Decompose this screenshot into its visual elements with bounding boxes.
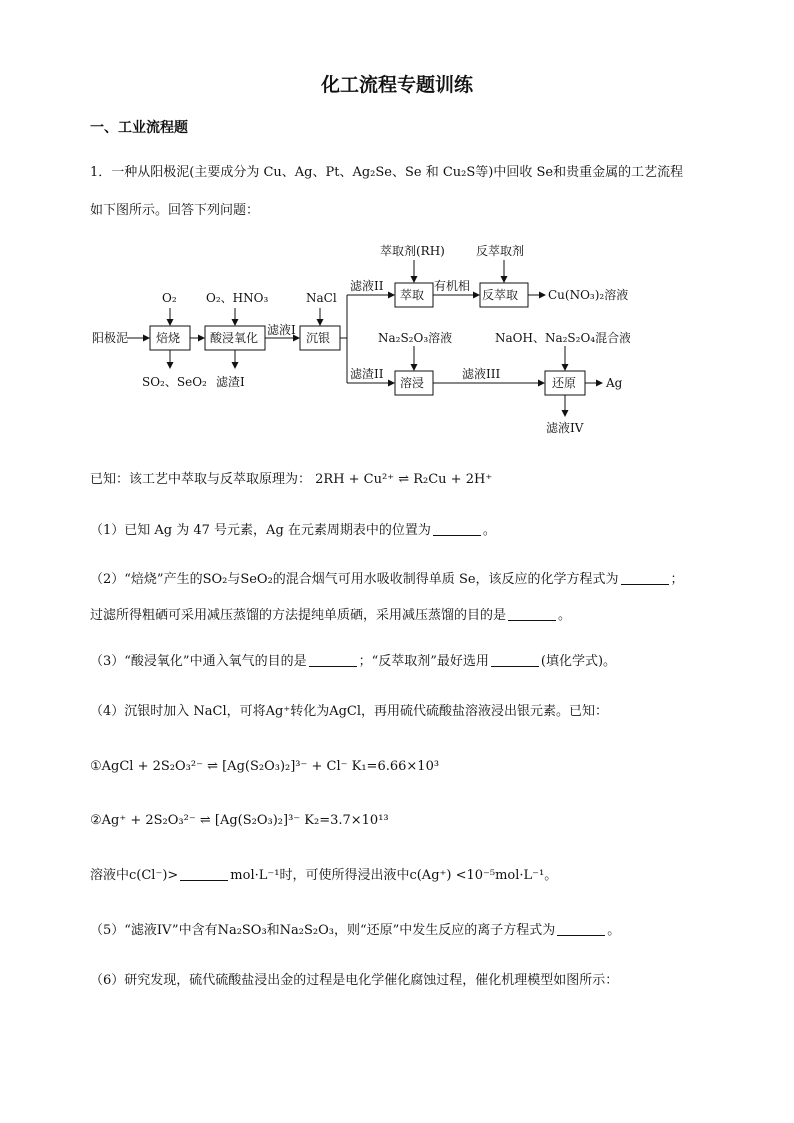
label-back-extractant: 反萃取剂 bbox=[476, 244, 525, 258]
label-na2s2o3: Na₂S₂O₃溶液 bbox=[378, 331, 453, 345]
box-label-acid-leach: 酸浸氧化 bbox=[210, 331, 259, 345]
label-extractant: 萃取剂(RH) bbox=[380, 244, 445, 258]
process-flow-diagram bbox=[90, 238, 630, 443]
label-start: 阳极泥 bbox=[92, 331, 129, 345]
label-naoh-mix: NaOH、Na₂S₂O₄混合液 bbox=[495, 331, 630, 345]
question-1-part-1: （1）已知 Ag 为 47 号元素，Ag 在元素周期表中的位置为 。 bbox=[90, 523, 496, 538]
equilibrium-2: ②Ag⁺ + 2S₂O₃²⁻ ⇌ [Ag(S₂O₃)₂]³⁻ K₂=3.7×10¹³ bbox=[90, 813, 389, 828]
label-ag-output: Ag bbox=[606, 376, 623, 390]
box-label-leach: 溶浸 bbox=[400, 376, 425, 390]
equilibrium-1: ①AgCl + 2S₂O₃²⁻ ⇌ [Ag(S₂O₃)₂]³⁻ + Cl⁻ K₁=6.66×10³ bbox=[90, 759, 440, 774]
box-label-silver-precip: 沉银 bbox=[306, 331, 331, 345]
question-1-part-2-line2: 过滤所得粗硒可采用减压蒸馏的方法提纯单质硒，采用减压蒸馏的目的是 。 bbox=[90, 608, 572, 623]
box-label-roast: 焙烧 bbox=[156, 331, 181, 345]
section-heading: 一、工业流程题 bbox=[90, 120, 188, 136]
answer-blank bbox=[621, 570, 669, 585]
label-filtrate3: 滤液III bbox=[462, 367, 501, 381]
question-1-part-4b: 溶液中c(Cl⁻)> mol·L⁻¹时，可使所得浸出液中c(Ag⁺) <10⁻⁵mol·L⁻¹。 bbox=[90, 868, 558, 883]
label-cu-output: Cu(NO₃)₂溶液 bbox=[548, 288, 629, 302]
question-1-part-6: （6）研究发现，硫代硫酸盐浸出金的过程是电化学催化腐蚀过程，催化机理模型如图所示： bbox=[90, 973, 619, 988]
question-1-stem-line2: 如下图所示。回答下列问题： bbox=[90, 203, 260, 218]
label-nacl: NaCl bbox=[306, 291, 337, 305]
answer-blank bbox=[508, 606, 556, 621]
answer-blank bbox=[309, 652, 357, 667]
label-filtrate1: 滤液I bbox=[267, 323, 296, 337]
answer-blank bbox=[491, 652, 539, 667]
label-filtrate2: 滤液II bbox=[350, 279, 384, 293]
answer-blank bbox=[557, 921, 605, 936]
label-so2: SO₂、SeO₂ bbox=[142, 375, 207, 389]
label-residue2: 滤渣II bbox=[350, 367, 384, 381]
box-label-reduction: 还原 bbox=[552, 376, 577, 390]
label-filtrate4: 滤液IV bbox=[546, 421, 584, 435]
label-o2: O₂ bbox=[162, 291, 177, 305]
page-title: 化工流程专题训练 bbox=[320, 74, 473, 96]
box-label-back-extraction: 反萃取 bbox=[482, 288, 519, 302]
question-1-part-2-line1: （2）“焙烧”产生的SO₂与SeO₂的混合烟气可用水吸收制得单质 Se，该反应的化学方程式为 ； bbox=[90, 572, 684, 587]
label-organic: 有机相 bbox=[434, 279, 471, 293]
answer-blank bbox=[433, 521, 481, 536]
question-1-stem-line1: 1．一种从阳极泥(主要成分为 Cu、Ag、Pt、Ag₂Se、Se 和 Cu₂S等)中回收 Se和贵重金属的工艺流程 bbox=[90, 165, 684, 180]
label-residue1: 滤渣I bbox=[216, 375, 245, 389]
label-o2-hno3: O₂、HNO₃ bbox=[206, 291, 269, 305]
question-1-part-3: （3）“酸浸氧化”中通入氧气的目的是 ；“反萃取剂”最好选用 (填化学式)。 bbox=[90, 654, 617, 669]
known-reaction: 已知：该工艺中萃取与反萃取原理为： 2RH + Cu²⁺ ⇌ R₂Cu + 2H⁺ bbox=[90, 472, 493, 487]
box-label-extraction: 萃取 bbox=[400, 288, 425, 302]
answer-blank bbox=[180, 866, 228, 881]
question-1-part-5: （5）“滤液IV”中含有Na₂SO₃和Na₂S₂O₃，则“还原”中发生反应的离子方程式为 。 bbox=[90, 923, 621, 938]
question-1-part-4: （4）沉银时加入 NaCl，可将Ag⁺转化为AgCl，再用硫代硫酸盐溶液浸出银元素。已知： bbox=[90, 704, 609, 719]
